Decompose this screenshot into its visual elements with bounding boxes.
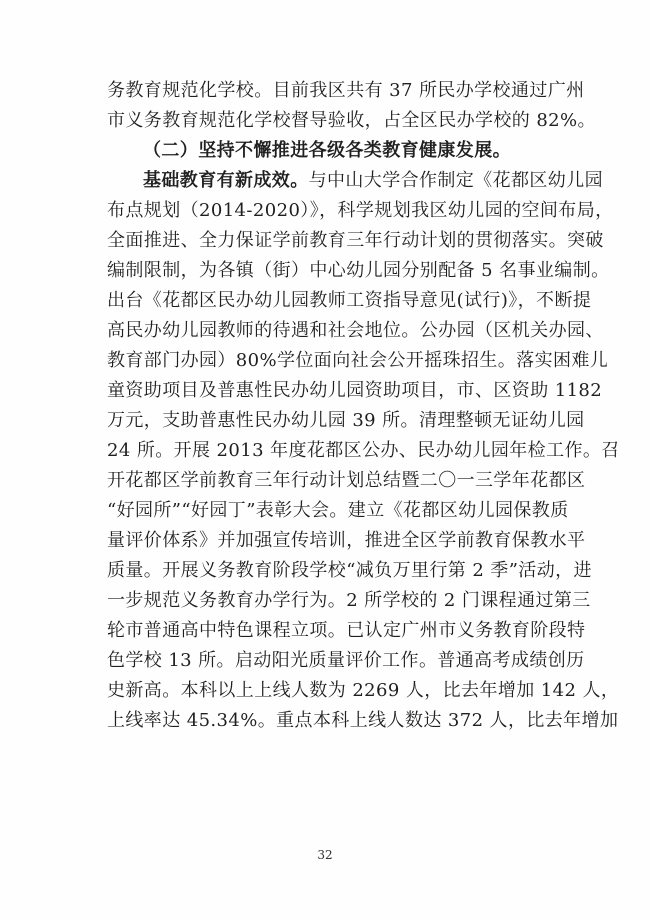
main-line: 上线率达 45.34%。重点本科上线人数达 372 人，比去年增加 xyxy=(107,710,619,731)
main-line: 史新高。本科以上上线人数为 2269 人，比去年增加 142 人， xyxy=(107,680,620,701)
intro-line-1: 务教育规范化学校。目前我区共有 37 所民办学校通过广州 xyxy=(107,80,585,101)
main-line: 布点规划（2014-2020）》，科学规划我区幼儿园的空间布局， xyxy=(107,200,614,221)
main-line: 教育部门办园）80%学位面向社会公开摇珠招生。落实困难儿 xyxy=(107,350,609,371)
main-first-line xyxy=(107,166,604,196)
first-line-rest: 与中山大学合作制定《花都区幼儿园 xyxy=(308,170,604,191)
main-line: 全面推进、全力保证学前教育三年行动计划的贯彻落实。突破 xyxy=(107,230,604,251)
main-line: 童资助项目及普惠性民办幼儿园资助项目，市、区资助 1182 xyxy=(107,380,603,401)
page-number: 32 xyxy=(317,848,333,862)
section-heading: （二）坚持不懈推进各级各类教育健康发展。 xyxy=(143,140,511,161)
main-line: 万元，支助普惠性民办幼儿园 39 所。清理整顿无证幼儿园 xyxy=(107,410,585,431)
main-line: 出台《花都区民办幼儿园教师工资指导意见(试行)》，不断提 xyxy=(107,290,592,311)
main-line: 高民办幼儿园教师的待遇和社会地位。公办园（区机关办园、 xyxy=(107,320,604,341)
main-line: 色学校 13 所。启动阳光质量评价工作。普通高考成绩创历 xyxy=(107,650,585,671)
main-line: 质量。开展义务教育阶段学校“减负万里行第 2 季”活动，进 xyxy=(107,560,592,581)
main-line: 开花都区学前教育三年行动计划总结暨二〇一三学年花都区 xyxy=(107,470,586,491)
lead-bold-text: 基础教育有新成效。 xyxy=(143,170,309,191)
main-line: 24 所。开展 2013 年度花都区公办、民办幼儿园年检工作。召 xyxy=(107,440,620,461)
main-line: 量评价体系》并加强宣传培训，推进全区学前教育保教水平 xyxy=(107,530,586,551)
body-text xyxy=(107,76,620,736)
main-line: 一步规范义务教育办学行为。2 所学校的 2 门课程通过第三 xyxy=(107,590,591,611)
main-line: 轮市普通高中特色课程立项。已认定广州市义务教育阶段特 xyxy=(107,620,586,641)
main-line: 编制限制，为各镇（街）中心幼儿园分别配备 5 名事业编制。 xyxy=(107,260,610,281)
main-line: “好园所”“好园丁”表彰大会。建立《花都区幼儿园保教质 xyxy=(107,500,569,521)
intro-line-2: 市义务教育规范化学校督导验收，占全区民办学校的 82%。 xyxy=(107,110,596,131)
